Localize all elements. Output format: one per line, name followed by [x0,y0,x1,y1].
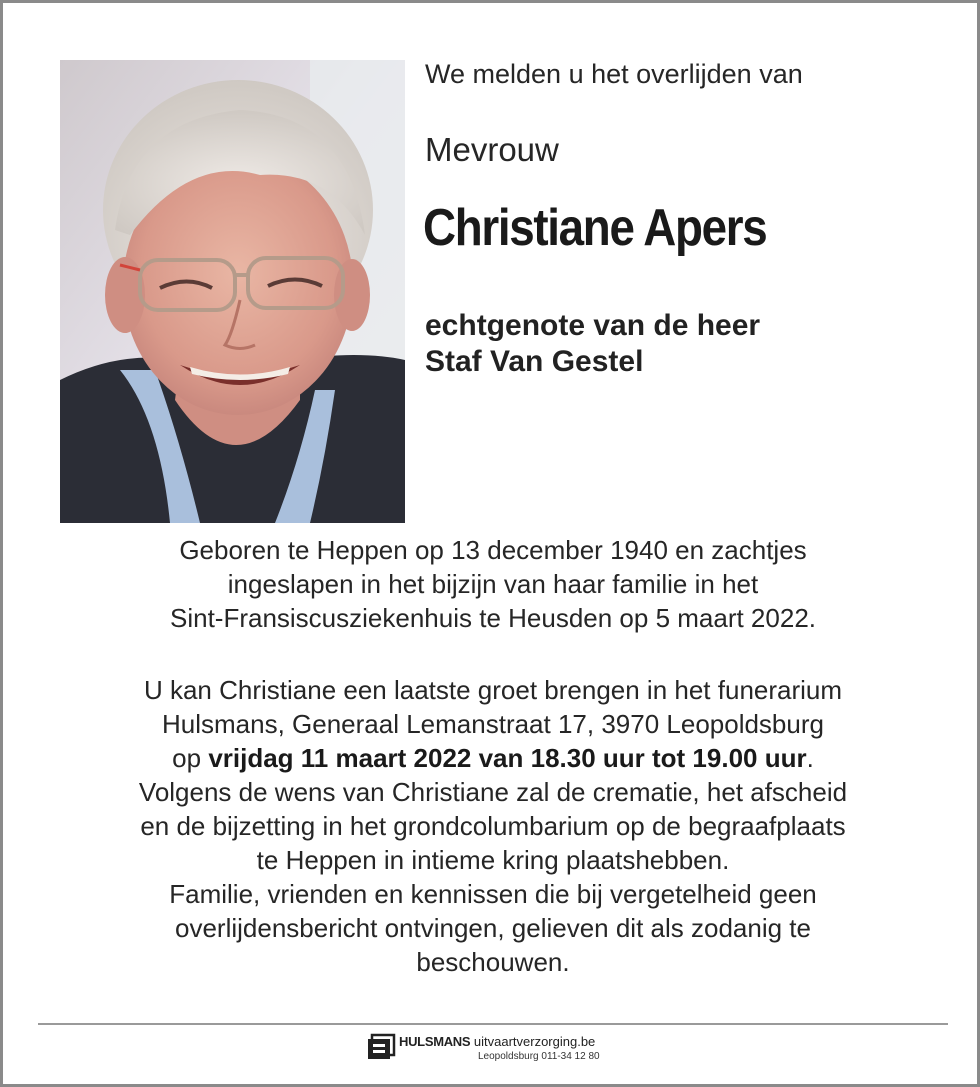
visit-line: te Heppen in intieme kring plaatshebben. [256,845,730,875]
intro-text: We melden u het overlijden van [425,59,803,89]
visit-line: Volgens de wens van Christiane zal de crematie, het afscheid [138,777,848,807]
birth-line: Geboren te Heppen op 13 december 1940 en zachtjes [179,535,807,565]
spouse-line-2: Staf Van Gestel [425,345,644,378]
visit-paragraph [43,673,943,979]
spouse-info [425,308,760,380]
brand-name: HULSMANS [399,1034,471,1049]
visit-date-prefix: op [172,743,209,773]
salutation: Mevrouw [425,131,559,168]
portrait-photo [60,60,405,523]
visit-line: Hulsmans, Generaal Lemanstraat 17, 3970 Leopoldsburg [162,709,824,739]
visit-date-time: vrijdag 11 maart 2022 van 18.30 uur tot 19.00 uur [208,743,807,773]
birth-paragraph [43,533,943,635]
visit-line: en de bijzetting in het grondcolumbarium op de begraafplaats [140,811,846,841]
visit-line: overlijdensbericht ontvingen, gelieven dit als zodanig te [175,913,811,943]
hulsmans-logo-icon [366,1033,398,1063]
spouse-line-1: echtgenote van de heer [425,309,761,342]
footer-brand [399,1034,595,1049]
visit-line: beschouwen. [416,947,570,977]
visit-line: U kan Christiane een laatste groet brengen in het funerarium [143,675,843,705]
deceased-name: Christiane Apers [423,199,767,257]
birth-line: Sint-Fransiscusziekenhuis te Heusden op 5 maart 2022. [169,603,816,633]
footer-location-phone: Leopoldsburg 011-34 12 80 [478,1051,600,1062]
visit-date-suffix: . [806,743,814,773]
footer-divider [38,1023,948,1025]
portrait-illustration [60,60,405,523]
brand-website: uitvaartverzorging.be [470,1034,596,1049]
visit-date-line [43,741,943,775]
birth-line: ingeslapen in het bijzijn van haar familie in het [227,569,759,599]
visit-line: Familie, vrienden en kennissen die bij vergetelheid geen [169,879,817,909]
